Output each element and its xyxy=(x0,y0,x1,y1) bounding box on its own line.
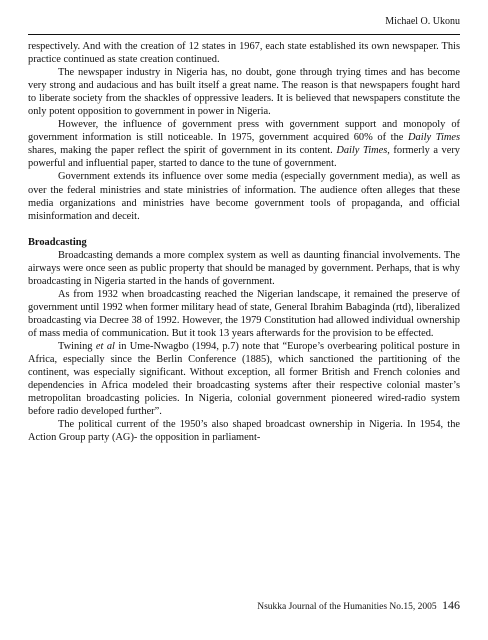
article-body xyxy=(28,40,460,444)
paragraph-7-text-c: in Ume-Nwagbo (1994, p.7) note that “Europe’s overbearing political posture in Africa, especially since the Berlin Conference (1885), which sanctioned the partitioning of the continent, was especially significant. Without exception, all former British and French colonies and dependencies in Africa modeled their broadcasting systems after their respective colonial master’s metropolitan broadcasting policies. In Nigeria, colonial government pioneered wired-radio system before radio developed further”. xyxy=(28,341,460,418)
paragraph-1: respectively. And with the creation of 12 states in 1967, each state established its own newspaper. This practice continued as state creation continued. xyxy=(28,41,460,66)
paragraph-3 xyxy=(28,118,460,170)
paragraph-3-text-e: , formerly a very powerful and influential paper, started to dance to the tune of government. xyxy=(28,145,460,170)
paragraph-2: The newspaper industry in Nigeria has, no doubt, gone through trying times and has become very strong and audacious and has built itself a great name. The reason is that newspapers fought hard to liberate society from the shackles of oppressive leaders. It is believed that newspapers constitute the only potent opposition to government in power in Nigeria. xyxy=(28,67,460,118)
paragraph-4: Government extends its influence over some media (especially government media), as well as over the federal ministries and state ministries of information. The audience often alleges that these media organizations and ministries have become government tools of propaganda, and official misinformation and deceit. xyxy=(28,171,460,222)
paragraph-8: The political current of the 1950’s also shaped broadcast ownership in Nigeria. In 1954, the Action Group party (AG)- the opposition in parliament- xyxy=(28,419,460,444)
paragraph-7 xyxy=(28,340,460,418)
paragraph-3-text-c: shares, making the paper reflect the spirit of government in its content. xyxy=(28,145,337,157)
daily-times-title: Daily Times xyxy=(408,132,461,144)
header-rule xyxy=(28,34,460,35)
paragraph-7-text-a: Twining xyxy=(58,341,96,353)
section-heading-broadcasting: Broadcasting xyxy=(28,236,87,248)
running-head-author: Michael O. Ukonu xyxy=(385,16,460,27)
paragraph-3-text-a: However, the influence of government press with government support and monopoly of government information is still noticeable. In 1975, government acquired 60% of the xyxy=(28,119,460,144)
paragraph-6: As from 1932 when broadcasting reached the Nigerian landscape, it remained the preserve of government until 1992 when former military head of state, General Ibrahim Babaginda (rtd), liberalized broadcasting via Decree 38 of 1992. However, the 1979 Constitution had allowed individual ownership of mass media of communication. But it took 13 years afterwards for the provision to be effected. xyxy=(28,288,460,339)
page-footer xyxy=(257,598,460,613)
paragraph-5: Broadcasting demands a more complex system as well as daunting financial involvements. The airways were once seen as public property that should be managed by government. Perhaps, that is why broadcasting in Nigeria started in the hands of government. xyxy=(28,249,460,287)
et-al-italic: et al xyxy=(95,341,115,353)
page-number: 146 xyxy=(442,598,460,612)
daily-times-title-2: Daily Times xyxy=(336,145,388,157)
journal-citation: Nsukka Journal of the Humanities No.15, 2005 xyxy=(257,602,437,612)
